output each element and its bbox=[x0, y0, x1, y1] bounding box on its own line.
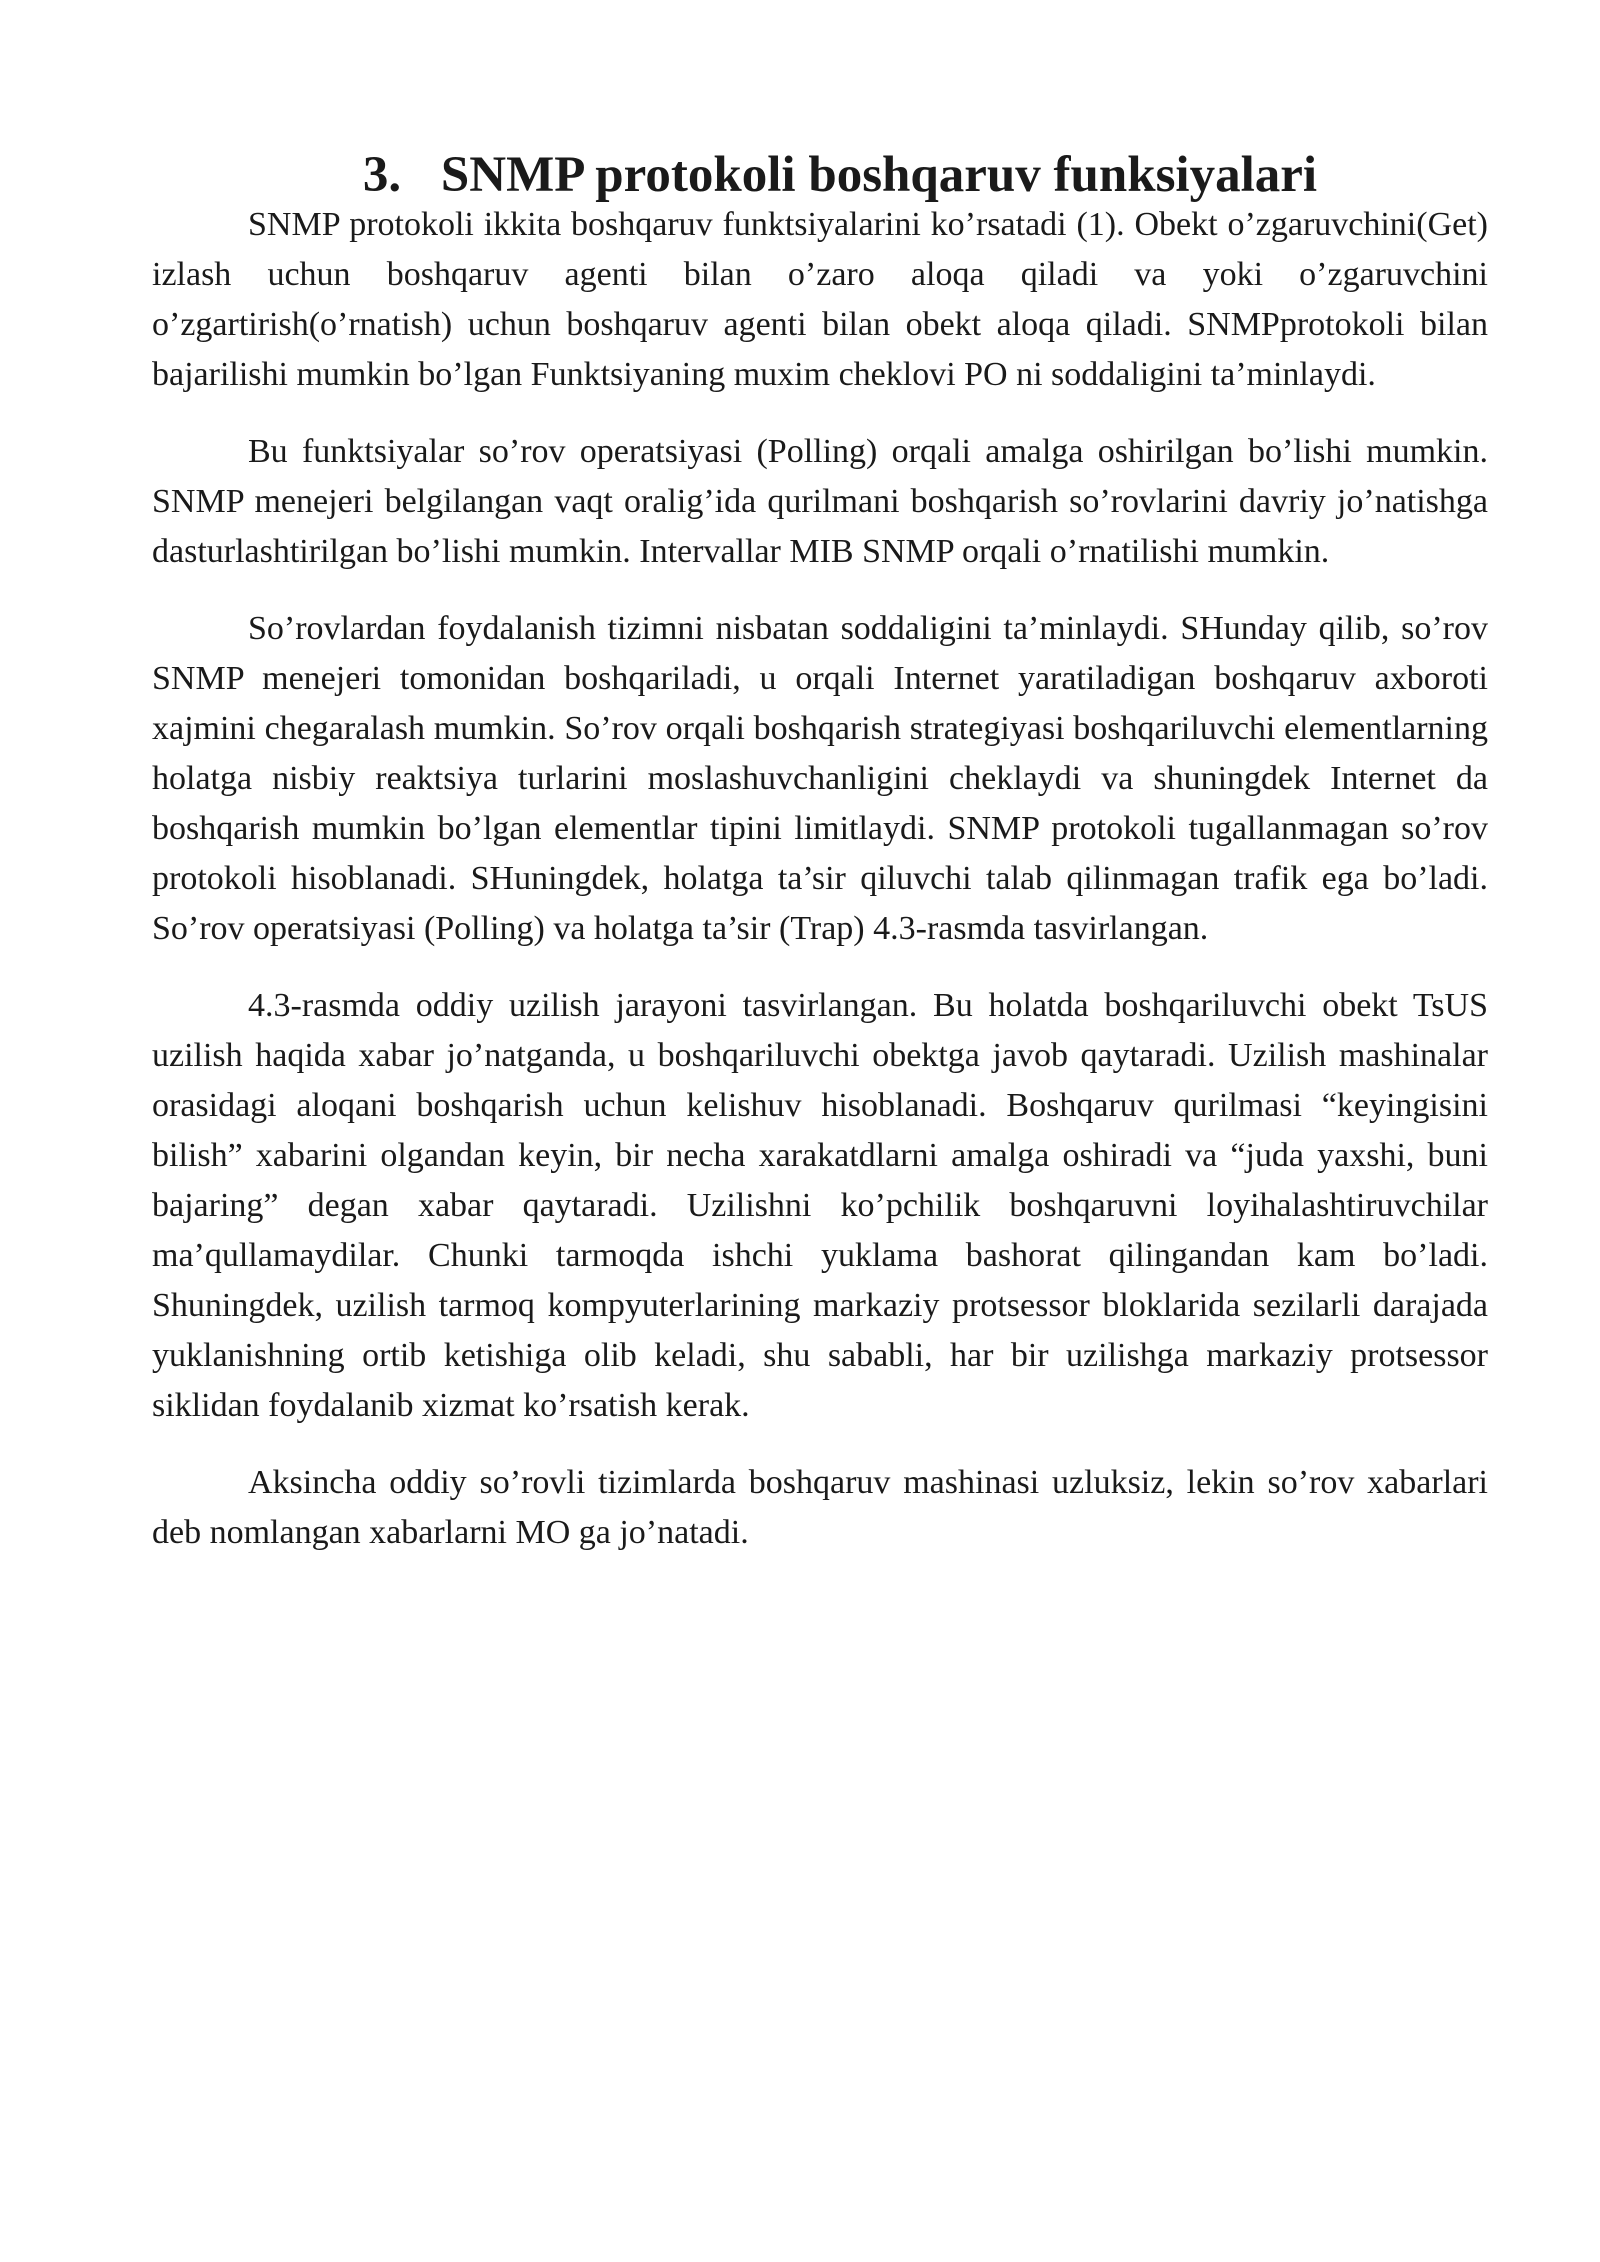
section-title: SNMP protokoli boshqaruv funksiyalari bbox=[440, 147, 1318, 203]
section-number: 3. bbox=[362, 147, 402, 203]
paragraph-5: Aksincha oddiy so’rovli tizimlarda boshqaruv mashinasi uzluksiz, lekin so’rov xabarlari deb nomlangan xabarlarni MO ga jo’natadi. bbox=[152, 1464, 1488, 1551]
section-heading bbox=[152, 147, 1488, 203]
paragraph-3: So’rovlardan foydalanish tizimni nisbatan soddaligini ta’minlaydi. SHunday qilib, so’rov SNMP menejeri tomonidan boshqariladi, u orqali Internet yaratiladigan boshqaruv axboroti xajmini chegaralash mumkin. So’rov orqali boshqarish strategiyasi boshqariluvchi elementlarning holatga nisbiy reaktsiya turlarini moslashuvchanligini cheklaydi va shuningdek Internet da boshqarish mumkin bo’lgan elementlar tipini limitlaydi. SNMP protokoli tugallanmagan so’rov protokoli hisoblanadi. SHuningdek, holatga ta’sir qiluvchi talab qilinmagan trafik ega bo’ladi. So’rov operatsiyasi (Polling) va holatga ta’sir (Trap) 4.3-rasmda tasvirlangan. bbox=[152, 610, 1488, 947]
paragraph-2: Bu funktsiyalar so’rov operatsiyasi (Polling) orqali amalga oshirilgan bo’lishi mumkin. SNMP menejeri belgilangan vaqt oralig’ida qurilmani boshqarish so’rovlarini davriy jo’natishga dasturlashtirilgan bo’lishi mumkin. Intervallar MIB SNMP orqali o’rnatilishi mumkin. bbox=[152, 433, 1488, 570]
paragraph-1: SNMP protokoli ikkita boshqaruv funktsiyalarini ko’rsatadi (1). Obekt o’zgaruvchini(Get) izlash uchun boshqaruv agenti bilan o’zaro aloqa qiladi va yoki o’zgaruvchini o’zgartirish(o’rnatish) uchun boshqaruv agenti bilan obekt aloqa qiladi. SNMPprotokoli bilan bajarilishi mumkin bo’lgan Funktsiyaning muxim cheklovi PO ni soddaligini ta’minlaydi. bbox=[152, 206, 1488, 393]
paragraph-4: 4.3-rasmda oddiy uzilish jarayoni tasvirlangan. Bu holatda boshqariluvchi obekt TsUS uzilish haqida xabar jo’natganda, u boshqariluvchi obektga javob qaytaradi. Uzilish mashinalar orasidagi aloqani boshqarish uchun kelishuv hisoblanadi. Boshqaruv qurilmasi “keyingisini bilish” xabarini olgandan keyin, bir necha xarakatdlarni amalga oshiradi va “juda yaxshi, buni bajaring” degan xabar qaytaradi. Uzilishni ko’pchilik boshqaruvni loyihalashtiruvchilar ma’qullamaydilar. Chunki tarmoqda ishchi yuklama bashorat qilingandan kam bo’ladi. Shuningdek, uzilish tarmoq kompyuterlarining markaziy protsessor bloklarida sezilarli darajada yuklanishning ortib ketishiga olib keladi, shu sababli, har bir uzilishga markaziy protsessor siklidan foydalanib xizmat ko’rsatish kerak. bbox=[152, 987, 1488, 1424]
document-page bbox=[152, 147, 1488, 1585]
